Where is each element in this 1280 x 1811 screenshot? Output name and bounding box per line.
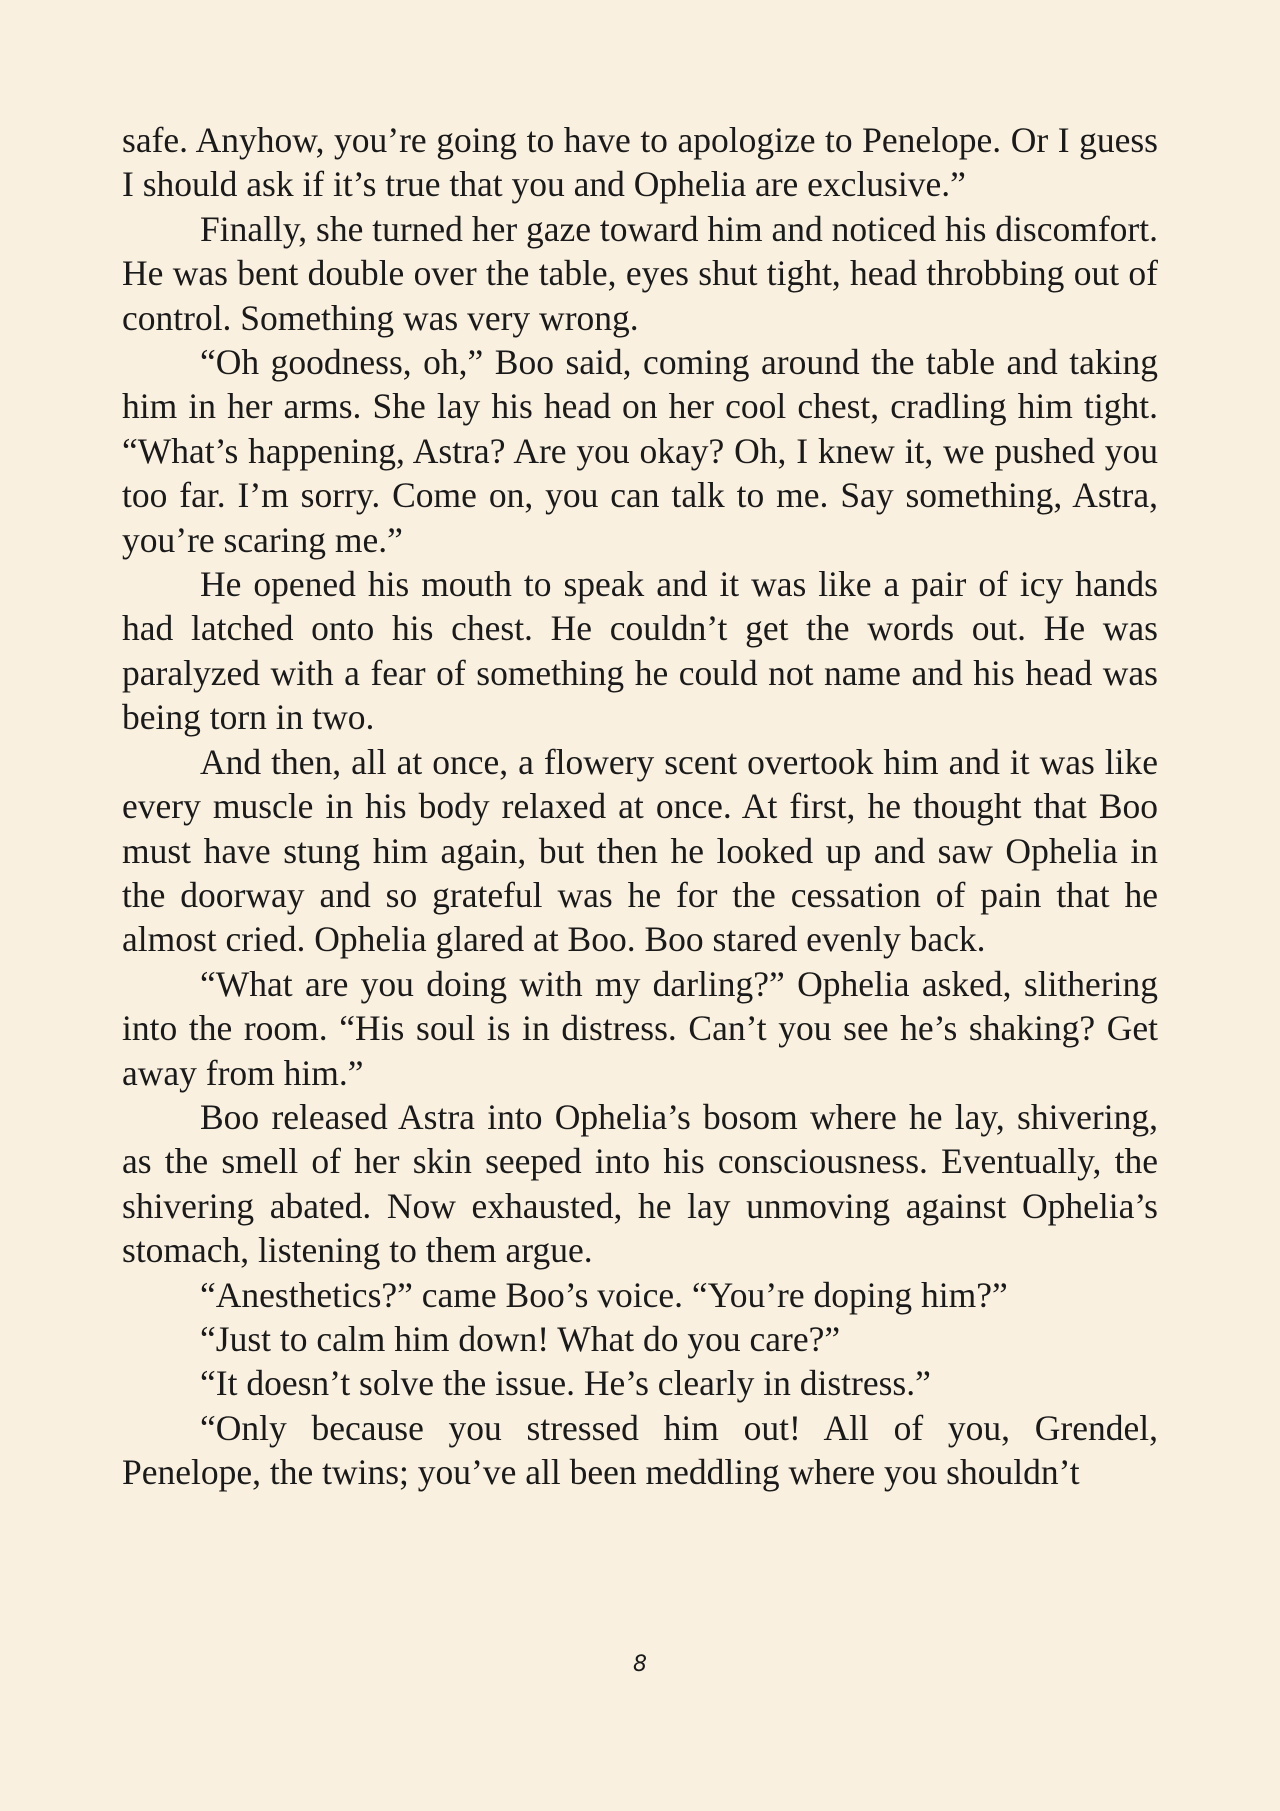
paragraph: Finally, she turned her gaze toward him and noticed his discomfort. He was bent double over the table, eyes shut tight, head throbbing out of control. Something was very wrong. (122, 208, 1158, 338)
paragraph: And then, all at once, a flowery scent overtook him and it was like every muscle in his body relaxed at once. At first, he thought that Boo must have stung him again, but then he looked up and saw Ophelia in the doorway and so grateful was he for the cessation of pain that he almost cried. Ophelia glared at Boo. Boo stared evenly back. (122, 741, 1158, 960)
paragraph: “Oh goodness, oh,” Boo said, coming around the table and taking him in her arms. She lay his head on her cool chest, cradling him tight. “What’s happening, Astra? Are you okay? Oh, I knew it, we pushed you too far. I’m sorry. Come on, you can talk to me. Say something, Astra, you’re scaring me.” (122, 342, 1158, 560)
body-text (122, 118, 1158, 1495)
paragraph: Boo released Astra into Ophelia’s bosom where he lay, shivering, as the smell of her skin seeped into his consciousness. Eventually, the shivering abated. Now exhausted, he lay unmoving against Ophelia’s stomach, listening to them argue. (122, 1096, 1158, 1271)
paragraph: “Only because you stressed him out! All of you, Grendel, Penelope, the twins; you’ve all been meddling where you shouldn’t (122, 1407, 1158, 1493)
paragraph: He opened his mouth to speak and it was like a pair of icy hands had latched onto his chest. He couldn’t get the words out. He was paralyzed with a fear of something he could not name and his head was being torn in two. (122, 564, 1158, 738)
paragraph: “Just to calm him down! What do you care?” (200, 1318, 841, 1359)
page-number: 8 (633, 1652, 647, 1677)
paragraph: “It doesn’t solve the issue. He’s clearly in distress.” (200, 1363, 931, 1404)
paragraph: “What are you doing with my darling?” Ophelia asked, slithering into the room. “His soul is in distress. Can’t you see he’s shaking? Get away from him.” (122, 963, 1158, 1093)
paragraph: safe. Anyhow, you’re going to have to apologize to Penelope. Or I guess I should ask if it’s true that you and Ophelia are exclusive.” (122, 120, 1158, 205)
paragraph: “Anesthetics?” came Boo’s voice. “You’re doping him?” (200, 1274, 1008, 1315)
